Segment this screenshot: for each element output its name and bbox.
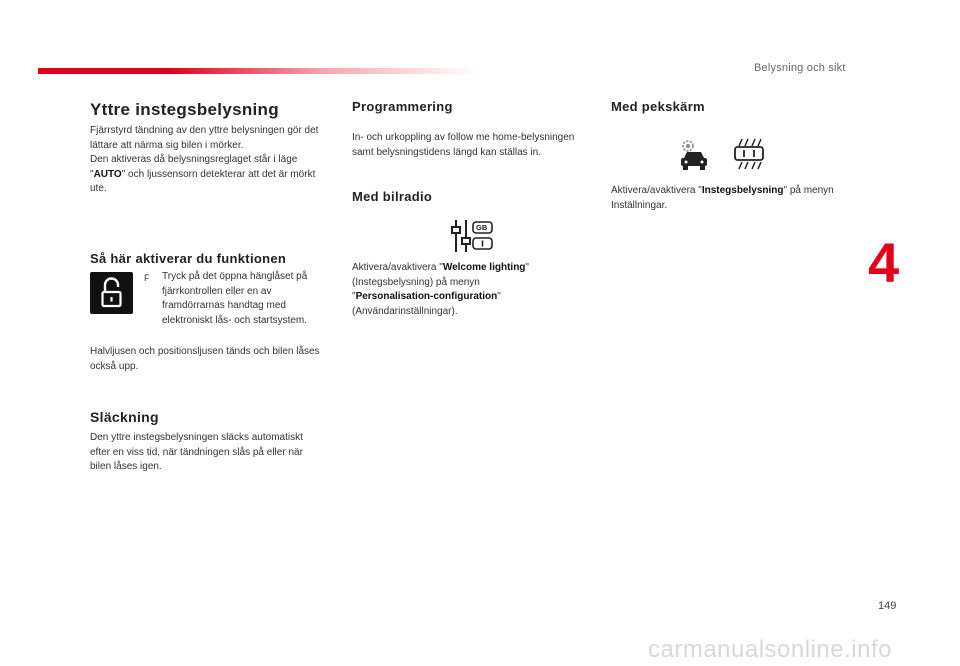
radio-settings-icon xyxy=(450,218,494,254)
car-settings-icon xyxy=(676,138,712,172)
section-title: Belysning och sikt xyxy=(754,62,846,74)
radio-instructions xyxy=(352,261,552,319)
heading-slackning: Släckning xyxy=(90,409,159,425)
heading-med-bilradio: Med bilradio xyxy=(352,189,433,204)
header-accent-bar xyxy=(38,68,478,74)
bullet-marker: F xyxy=(144,273,150,283)
radio-text-a: Aktivera/avaktivera " xyxy=(352,262,443,273)
page-number: 149 xyxy=(878,600,897,612)
radio-icon-label: GB xyxy=(476,223,488,232)
intro2-text-a: Den aktiveras då belysningsreglaget står i läge " xyxy=(90,154,298,180)
touchscreen-instructions xyxy=(611,184,841,213)
instegsbelysning-label: Instegsbelysning xyxy=(701,185,784,196)
open-padlock-icon xyxy=(90,272,133,314)
after-text: Halvljusen och positionsljusen tänds och bilen låses också upp. xyxy=(90,346,320,372)
heading-med-pekskarm: Med pekskärm xyxy=(611,99,705,114)
intro-text: Fjärrstyrd tändning av den yttre belysningen gör det lättare att närma sig bilen i mörker. xyxy=(90,125,319,151)
programming-intro: In- och urkoppling av follow me home-belysningen samt belysningstidens längd kan ställas in. xyxy=(352,132,575,158)
radio-text-c: " (Användarinställningar). xyxy=(352,291,501,317)
personalisation-menu-label: Personalisation-configuration xyxy=(355,291,498,302)
radio-text-b: " (Instegsbelysning) på menyn " xyxy=(352,262,529,302)
touch-text-b: " på menyn Inställningar. xyxy=(611,185,834,211)
welcome-lighting-label: Welcome lighting xyxy=(442,262,526,273)
off-text: Den yttre instegsbelysningen släcks automatiskt efter en viss tid, när tändningen slås på eller när bilen låses igen. xyxy=(90,432,303,472)
heading-yttre-instegsbelysning: Yttre instegsbelysning xyxy=(90,100,279,119)
intro-paragraph xyxy=(90,124,332,197)
bullet-text: Tryck på det öppna hänglåset på fjärrkontrollen eller en av framdörrarnas handtag med elektroniskt lås- och startsystem. xyxy=(162,271,308,326)
chapter-number: 4 xyxy=(868,231,900,294)
auto-label: AUTO xyxy=(93,168,122,180)
heading-programmering: Programmering xyxy=(352,99,453,114)
vehicle-light-icon xyxy=(732,138,766,170)
heading-activate: Så här aktiverar du funktionen xyxy=(90,251,287,266)
watermark: carmanualsonline.info xyxy=(648,636,892,663)
intro2-text-b: " och ljussensorn detekterar att det är mörkt ute. xyxy=(90,168,316,194)
touch-text-a: Aktivera/avaktivera " xyxy=(611,185,702,196)
